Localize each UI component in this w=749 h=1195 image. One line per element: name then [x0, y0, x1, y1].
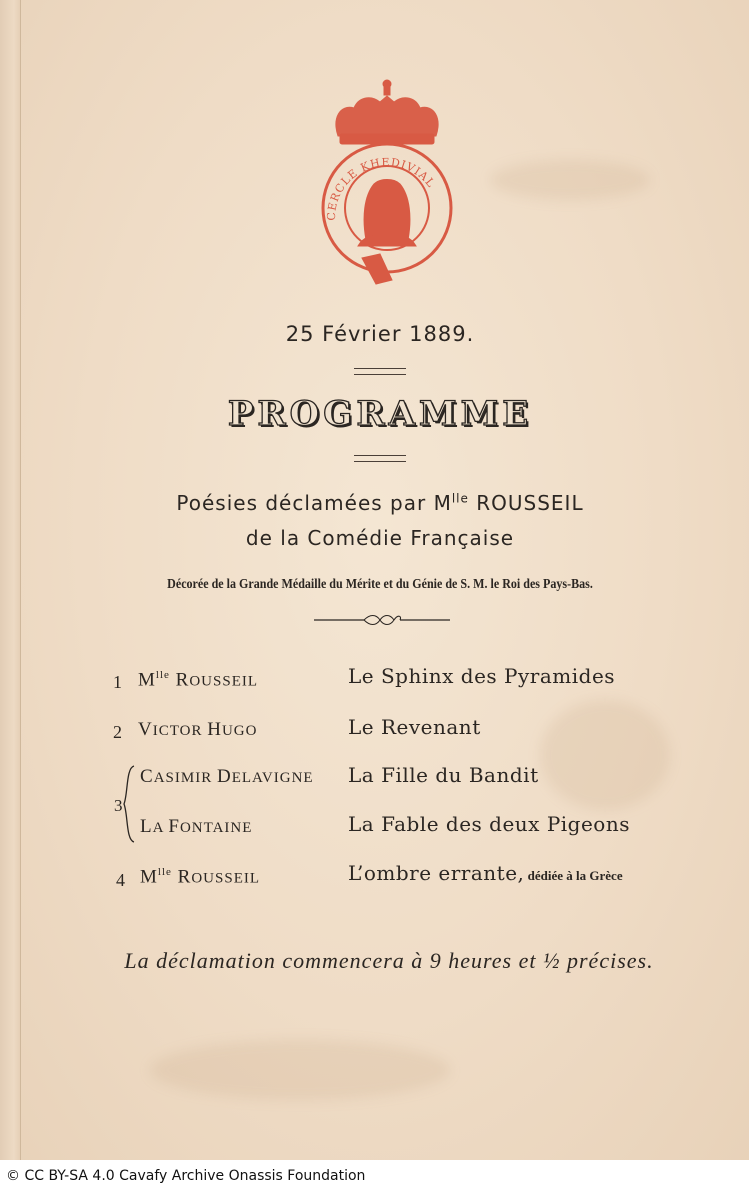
entry-title: La Fable des deux Pigeons	[348, 812, 630, 836]
entry-number: 2	[113, 722, 122, 742]
intro-line-1: Poésies déclamées par $M^{lle}$ ROUSSEIL	[176, 491, 584, 515]
paper-stain	[150, 1040, 450, 1100]
paper-stain	[540, 700, 670, 810]
paper-fold	[0, 0, 21, 1160]
entry-number: 3	[114, 796, 123, 815]
entry-title: Le Sphinx des Pyramides	[348, 664, 616, 688]
entry-author: $M^{lle}$ ROUSSEIL	[140, 866, 261, 888]
paper-stain	[490, 160, 650, 200]
crest-text: CERCLE KHEDIVIAL	[324, 155, 438, 221]
ornament-divider	[314, 612, 450, 628]
entry-author: $M^{lle}$ ROUSSEIL	[138, 669, 259, 691]
entry-title: L’ombre errante, dédiée à la Grèce	[348, 861, 623, 885]
divider-rule	[354, 368, 406, 375]
entry-number: 4	[116, 870, 125, 890]
entry-author: LA FONTAINE	[140, 816, 253, 837]
intro-line-2: de la Comédie Française	[245, 526, 515, 550]
entry-author: VICTOR HUGO	[138, 719, 258, 740]
intro-decoration-line: Décorée de la Grande Médaille du Mérite et du Génie de S. M. le Roi des Pays-Bas.	[167, 577, 593, 592]
entry-author: CASIMIR DELAVIGNE	[140, 766, 314, 787]
entry-title: Le Revenant	[348, 715, 481, 739]
divider-rule	[354, 455, 406, 462]
programme-heading: PROGRAMME	[227, 394, 533, 434]
start-time-notice: La déclamation commencera à 9 heures et ½ précises.	[124, 948, 654, 973]
license-credit: © CC BY-SA 4.0 Cavafy Archive Onassis Foundation	[6, 1168, 366, 1184]
program-date: 25 Février 1889.	[285, 322, 475, 346]
entry-title: La Fille du Bandit	[348, 763, 539, 787]
entry-number: 1	[113, 672, 122, 692]
cercle-khedivial-crest	[318, 78, 456, 288]
